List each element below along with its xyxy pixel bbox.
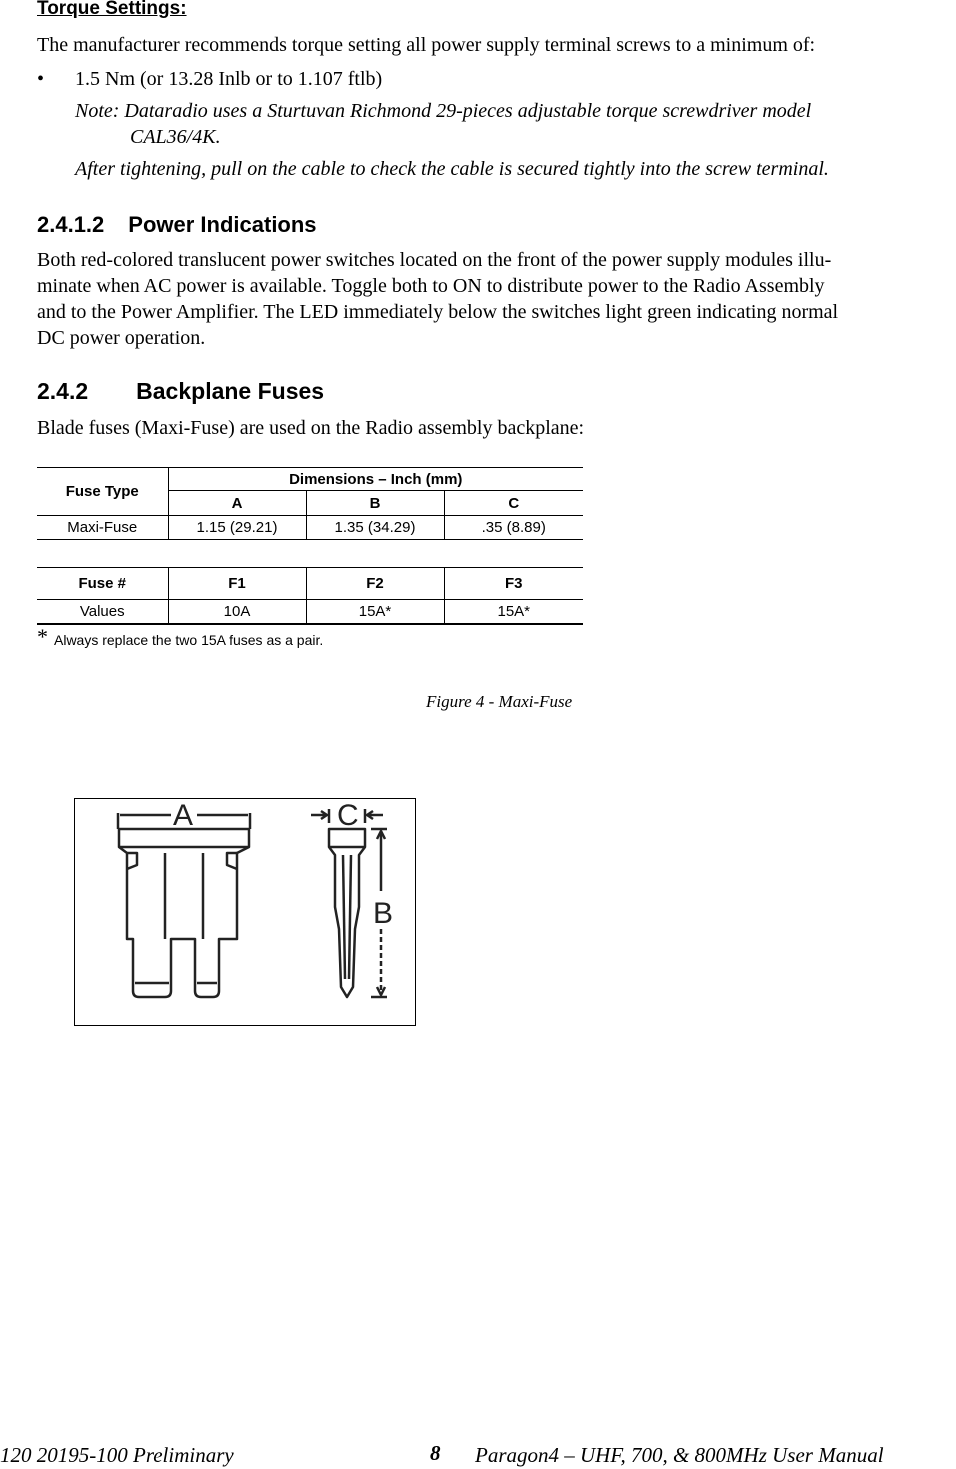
torque-note-line1: Note: Dataradio uses a Sturtuvan Richmond 29-pieces adjustable torque screwdriver model (75, 100, 812, 122)
dimension-label-a: A (173, 799, 194, 832)
f2-header: F2 (306, 568, 444, 600)
backplane-fuses-heading (37, 378, 324, 405)
figure-caption: Figure 4 - Maxi-Fuse (426, 692, 573, 711)
table-cell: Values (37, 600, 168, 624)
section-number: 2.4.1.2 (37, 212, 105, 237)
table-cell: 1.15 (29.21) (168, 516, 306, 540)
power-line-2: minate when AC power is available. Toggle both to ON to distribute power to the Radio Assembly (37, 275, 825, 297)
torque-bullet: 1.5 Nm (or 13.28 Inlb or to 1.107 ftlb) (75, 68, 383, 90)
f3-header: F3 (444, 568, 583, 600)
table-cell: 15A* (306, 600, 444, 624)
power-line-1: Both red-colored translucent power switches located on the front of the power supply modules illu- (37, 249, 832, 271)
bullet-symbol: • (37, 68, 45, 90)
dimension-label-b: B (373, 897, 394, 930)
footnote-text: Always replace the two 15A fuses as a pair. (54, 632, 324, 648)
fuse-side-detail-icon (349, 855, 351, 979)
power-line-3: and to the Power Amplifier. The LED immediately below the switches light green indicating normal (37, 301, 839, 323)
torque-settings-title: Torque Settings: (37, 0, 187, 19)
table-row (37, 516, 583, 540)
table-cell: 10A (168, 600, 306, 624)
power-indications-heading (37, 212, 317, 238)
fuse-values-table (37, 567, 583, 625)
fuses-intro: Blade fuses (Maxi-Fuse) are used on the Radio assembly backplane: (37, 417, 585, 439)
table-row (37, 600, 583, 624)
footnote-star: * (37, 624, 48, 649)
arrow-left-icon (367, 811, 383, 819)
f1-header: F1 (168, 568, 306, 600)
dimensions-table (37, 467, 583, 540)
torque-note-line2: CAL36/4K. (130, 126, 221, 148)
power-line-4: DC power operation. (37, 327, 206, 349)
fuse-number-header: Fuse # (37, 568, 168, 600)
footer-doc-number: 120 20195-100 Preliminary (0, 1443, 234, 1467)
table-cell: Maxi-Fuse (37, 516, 168, 540)
dimensions-header: Dimensions – Inch (mm) (168, 468, 583, 491)
section-title: Backplane Fuses (136, 378, 325, 404)
maxi-fuse-figure (74, 798, 416, 1026)
table-cell: .35 (8.89) (481, 519, 546, 536)
fuse-side-detail-icon (343, 855, 345, 979)
section-title: Power Indications (128, 212, 317, 237)
col-b-header: B (306, 491, 444, 516)
fuse-front-detail-icon (127, 853, 137, 869)
table-cell: 1.35 (34.29) (306, 516, 444, 540)
section-number: 2.4.2 (37, 378, 89, 404)
col-c-header: C (444, 491, 583, 516)
fuse-side-icon (329, 829, 365, 997)
torque-intro: The manufacturer recommends torque setting all power supply terminal screws to a minimum of: (37, 34, 816, 56)
col-a-header: A (168, 491, 306, 516)
torque-after-note: After tightening, pull on the cable to check the cable is secured tightly into the screw terminal. (75, 158, 829, 180)
page-number: 8 (430, 1441, 441, 1465)
fuse-front-detail-icon (227, 853, 237, 869)
footer-manual-title: Paragon4 – UHF, 700, & 800MHz User Manual (475, 1443, 884, 1467)
fuse-type-header: Fuse Type (37, 468, 168, 516)
maxi-fuse-drawing (75, 799, 415, 1025)
dimension-label-c: C (337, 799, 359, 832)
arrow-right-icon (311, 811, 327, 819)
table-cell: 15A* (497, 602, 531, 620)
